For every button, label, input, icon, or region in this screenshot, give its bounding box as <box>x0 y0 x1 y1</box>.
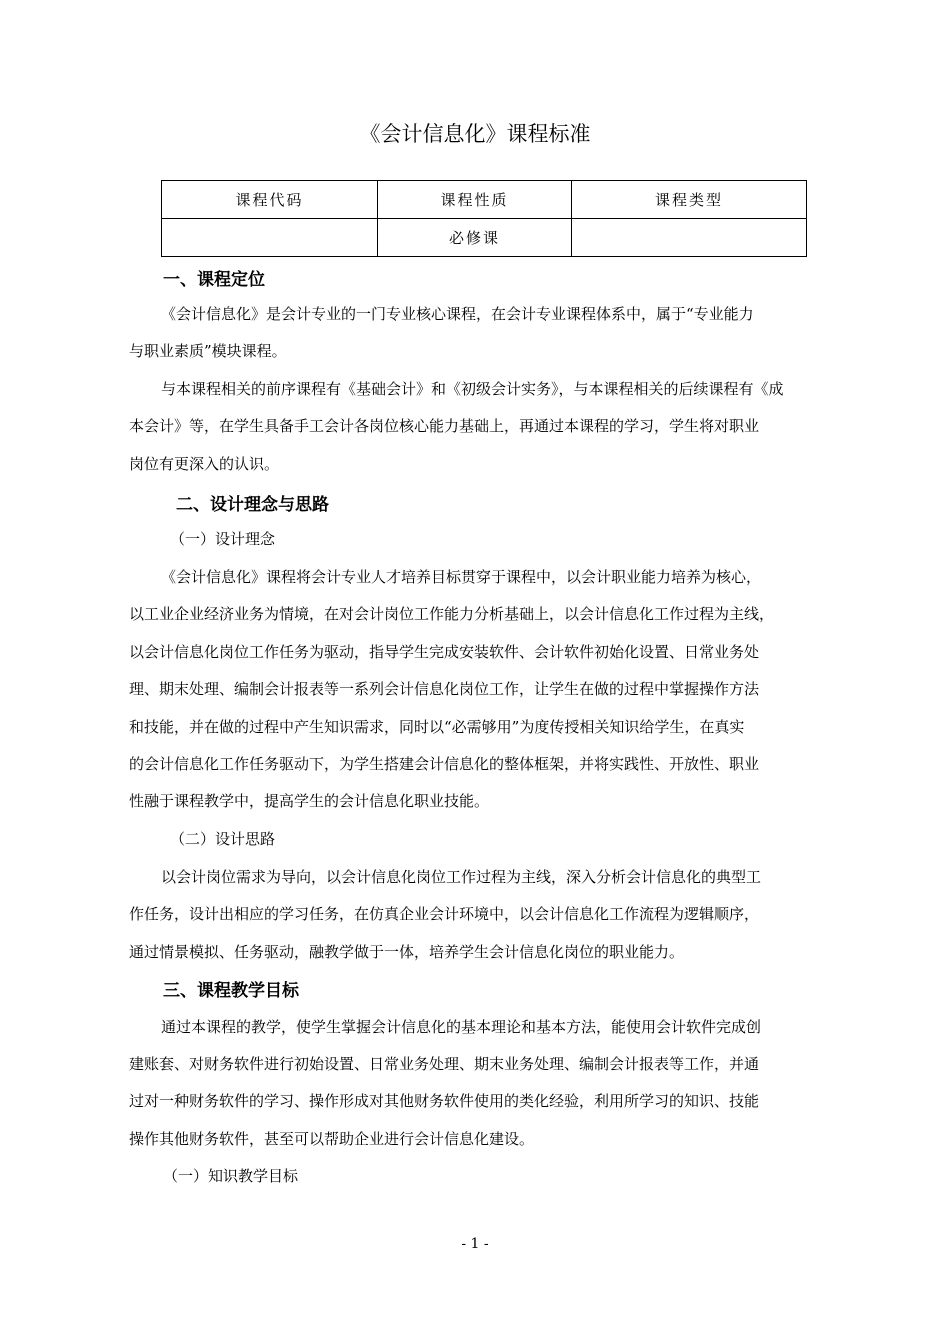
page-number: - 1 - <box>461 1236 489 1252</box>
course-info-table <box>161 180 807 257</box>
subheading-knowledge-objectives: （一）知识教学目标 <box>163 1167 299 1185</box>
subheading-design-approach: （二）设计思路 <box>170 830 276 848</box>
section-heading-design: 二、设计理念与思路 <box>176 495 329 515</box>
paragraph-line: 操作其他财务软件，甚至可以帮助企业进行会计信息化建设。 <box>129 1130 535 1148</box>
paragraph-line: 《会计信息化》课程将会计专业人才培养目标贯穿于课程中，以会计职业能力培养为核心， <box>161 568 762 586</box>
paragraph-line: 本会计》等，在学生具备手工会计各岗位核心能力基础上，再通过本课程的学习，学生将对职业 <box>129 417 760 435</box>
paragraph-line: 以会计岗位需求为导向，以会计信息化岗位工作过程为主线，深入分析会计信息化的典型工 <box>161 868 762 886</box>
paragraph-line: 与本课程相关的前序课程有《基础会计》和《初级会计实务》，与本课程相关的后续课程有《成 <box>161 380 784 398</box>
paragraph-line: 作任务，设计出相应的学习任务，在仿真企业会计环境中，以会计信息化工作流程为逻辑顺序， <box>129 905 760 923</box>
table-header-row <box>162 181 807 219</box>
cell-course-code <box>162 219 378 257</box>
paragraph-line: 岗位有更深入的认识。 <box>129 455 280 473</box>
paragraph-line: 通过情景模拟、任务驱动，融教学做于一体，培养学生会计信息化岗位的职业能力。 <box>129 943 685 961</box>
paragraph-line: 建账套、对财务软件进行初始设置、日常业务处理、期末业务处理、编制会计报表等工作，并通 <box>129 1055 760 1073</box>
paragraph-line: 以会计信息化岗位工作任务为驱动，指导学生完成安装软件、会计软件初始化设置、日常业务处 <box>129 643 760 661</box>
header-course-code: 课程代码 <box>162 181 378 219</box>
paragraph-line: 通过本课程的教学，使学生掌握会计信息化的基本理论和基本方法，能使用会计软件完成创 <box>161 1018 762 1036</box>
paragraph-line: 以工业企业经济业务为情境，在对会计岗位工作能力分析基础上，以会计信息化工作过程为主线， <box>129 605 775 623</box>
paragraph-line: 性融于课程教学中，提高学生的会计信息化职业技能。 <box>129 792 490 810</box>
section-heading-objectives: 三、课程教学目标 <box>163 981 299 1001</box>
paragraph-line: 理、期末处理、编制会计报表等一系列会计信息化岗位工作，让学生在做的过程中掌握操作方法 <box>129 680 760 698</box>
cell-course-type <box>572 219 807 257</box>
header-course-type: 课程类型 <box>572 181 807 219</box>
section-heading-positioning: 一、课程定位 <box>163 270 265 290</box>
subheading-design-concept: （一）设计理念 <box>170 530 276 548</box>
header-course-nature: 课程性质 <box>378 181 572 219</box>
cell-course-nature: 必修课 <box>378 219 572 257</box>
document-title: 《会计信息化》课程标准 <box>359 122 591 146</box>
paragraph-line: 过对一种财务软件的学习、操作形成对其他财务软件使用的类化经验，利用所学习的知识、技能 <box>129 1092 760 1110</box>
table-row <box>162 219 807 257</box>
paragraph-line: 与职业素质”模块课程。 <box>129 342 287 360</box>
paragraph-line: 的会计信息化工作任务驱动下，为学生搭建会计信息化的整体框架，并将实践性、开放性、职业 <box>129 755 760 773</box>
paragraph-line: 和技能，并在做的过程中产生知识需求，同时以“必需够用”为度传授相关知识给学生，在真实 <box>129 718 745 736</box>
paragraph-line: 《会计信息化》是会计专业的一门专业核心课程，在会计专业课程体系中，属于“专业能力 <box>161 305 754 323</box>
